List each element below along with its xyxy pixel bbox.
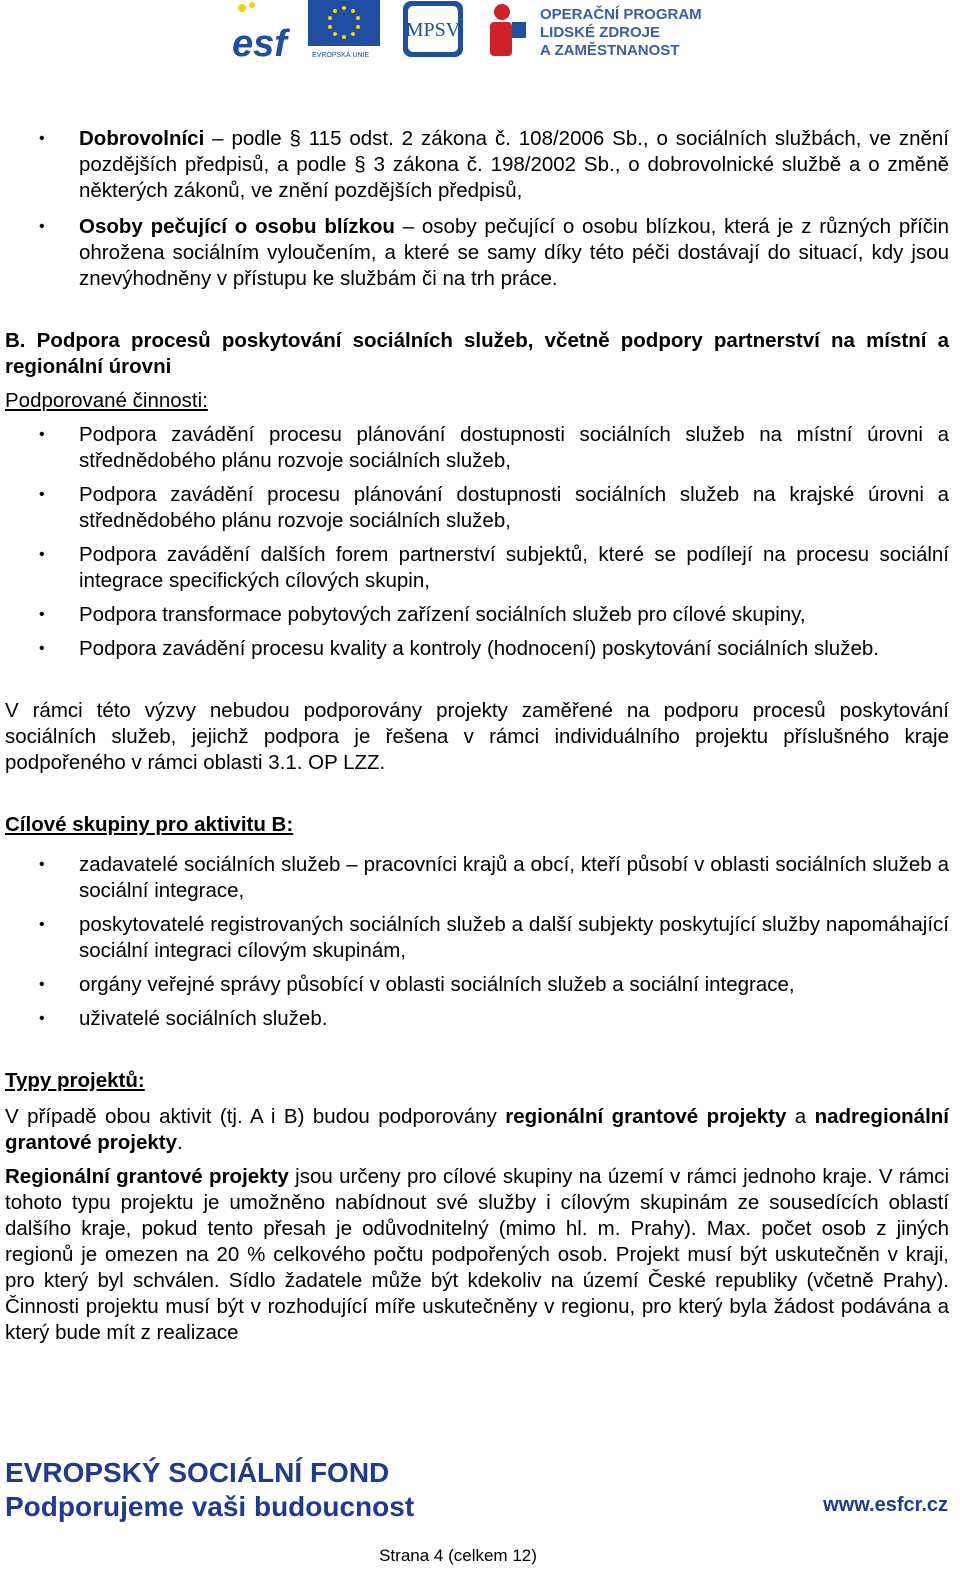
target-groups-heading: Cílové skupiny pro aktivitu B: xyxy=(5,813,294,836)
project-types-paragraph: V případě obou aktivit (tj. A i B) budou podporovány regionální grantové projekty a nadregionální grantové projekty. xyxy=(5,1105,949,1154)
list-item: • Podpora zavádění procesu kvality a kontroly (hodnocení) poskytování sociálních služeb. xyxy=(5,636,949,662)
footer-url-link[interactable]: www.esfcr.cz xyxy=(823,1494,948,1516)
op-figure-icon xyxy=(488,0,532,60)
op-lzz-logo xyxy=(488,0,708,60)
eu-flag-logo xyxy=(308,0,380,60)
list-item: • orgány veřejné správy působící v oblasti sociálních služeb a sociální integrace, xyxy=(5,972,949,998)
list-item: • zadavatelé sociálních služeb – pracovníci krajů a obcí, kteří působí v oblasti sociálních služeb a sociální integrace, xyxy=(5,852,949,904)
list-item: • Podpora zavádění procesu plánování dostupnosti sociálních služeb na krajské úrovni a střednědobého plánu rozvoje sociálních služeb, xyxy=(5,482,949,534)
footer-line-2: Podporujeme vaši budoucnost xyxy=(5,1491,415,1522)
svg-text:MPSV: MPSV xyxy=(405,19,461,41)
list-item: • Podpora zavádění procesu plánování dostupnosti sociálních služeb na místní úrovni a střednědobého plánu rozvoje sociálních služeb, xyxy=(5,422,949,474)
list-item: • Dobrovolníci – podle § 115 odst. 2 zákona č. 108/2006 Sb., o sociálních službách, ve znění pozdějších předpisů, a podle § 3 zákona č. 198/2002 Sb., o dobrovolnické službě a o změně některých zákonů, ve znění pozdějších předpisů, xyxy=(5,126,949,204)
section-b-heading: B. Podpora procesů poskytování sociálních služeb, včetně podpory partnerství na místní a regionální úrovni xyxy=(5,329,949,378)
document-body xyxy=(5,126,949,1346)
list-item: • poskytovatelé registrovaných sociálních služeb a další subjekty poskytující služby napomáhající sociální integraci cílovým skupinám, xyxy=(5,912,949,964)
section-b-note: V rámci této výzvy nebudou podporovány projekty zaměřené na podporu procesů poskytování sociálních služeb, jejichž podpora je řešena v rámci individuálního projektu příslušného kraje podpořeného v rámci oblasti 3.1. OP LZZ. xyxy=(5,699,949,774)
project-types-heading: Typy projektů: xyxy=(5,1069,145,1092)
regional-projects-paragraph: Regionální grantové projekty jsou určeny pro cílové skupiny na území v rámci jednoho kraje. V rámci tohoto typu projektu je umožněno nabídnout své služby i cílovým skupinám ze sousedících oblastí dalšího kraje, pokud tento přesah je odůvodnitelný (mimo hl. m. Prahy). Max. počet osob z jiných regionů je omezen na 20 % celkového počtu podpořených osob. Projekt musí být uskutečněn v kraji, pro který byl schválen. Sídlo žadatele může být kdekoliv na území České republiky (včetně Prahy). Činnosti projektu musí být v rozhodující míře uskutečněny v regionu, pro který byla žádost podávána a který bude mít z realizace xyxy=(5,1165,950,1344)
page-number: Strana 4 (celkem 12) xyxy=(379,1546,537,1565)
op-lzz-text: OPERAČNÍ PROGRAM LIDSKÉ ZDROJE A ZAMĚSTNANOST xyxy=(540,6,702,59)
svg-text:esf: esf xyxy=(232,23,287,60)
mpsv-logo xyxy=(402,0,464,60)
list-item: • Podpora zavádění dalších forem partnerství subjektů, které se podílejí na procesu sociální integrace specifických cílových skupin, xyxy=(5,542,949,594)
footer-title xyxy=(5,1456,414,1524)
footer-line-1: EVROPSKÝ SOCIÁLNÍ FOND xyxy=(5,1457,390,1488)
svg-text:EVROPSKÁ UNIE: EVROPSKÁ UNIE xyxy=(312,52,370,59)
header-logos xyxy=(230,0,710,62)
list-item: • uživatelé sociálních služeb. xyxy=(5,1006,949,1032)
esf-logo xyxy=(230,0,302,60)
list-item: • Podpora transformace pobytových zařízení sociálních služeb pro cílové skupiny, xyxy=(5,602,949,628)
subheading: Podporované činnosti: xyxy=(5,389,208,412)
list-item: • Osoby pečující o osobu blízkou – osoby pečující o osobu blízkou, která je z různých příčin ohrožena sociálním vyloučením, a které se samy díky této péči dostávají do situací, kdy jsou znevýhodněny v přístupu ke službám či na trh práce. xyxy=(5,214,949,292)
